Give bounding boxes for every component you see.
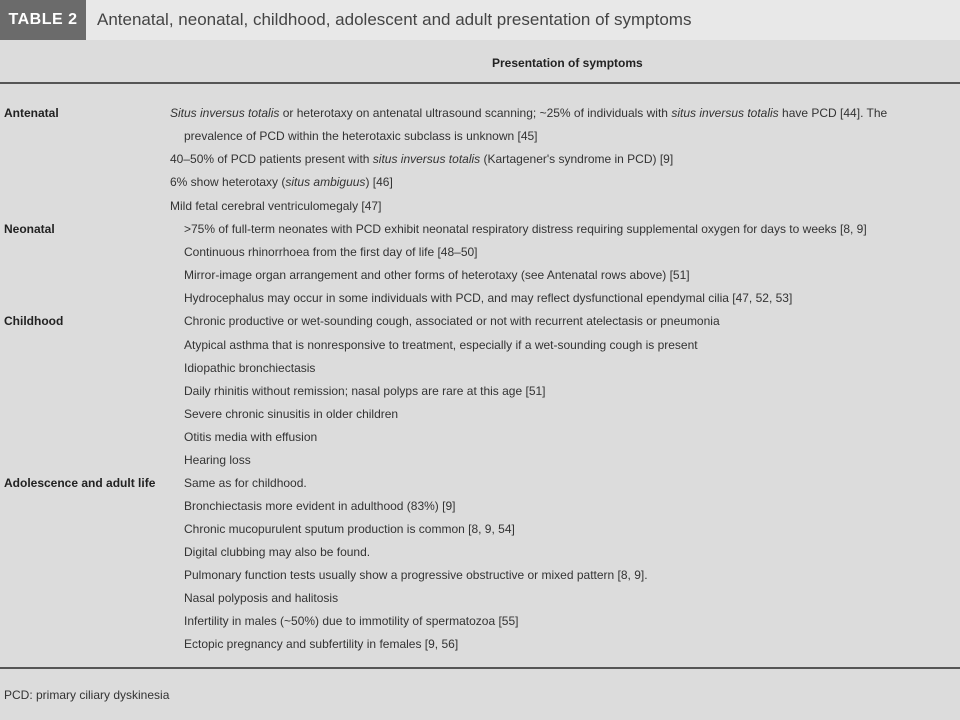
table-cell-antenatal-2: 40–50% of PCD patients present with situs inversus totalis (Kartagener's syndrome in PCD) [9] <box>170 152 674 166</box>
table-cell-childhood-2: Atypical asthma that is nonresponsive to treatment, especially if a wet-sounding cough is present <box>184 338 698 352</box>
table-cell-adult-3: Chronic mucopurulent sputum production is common [8, 9, 54] <box>184 522 515 536</box>
table-title: Antenatal, neonatal, childhood, adolescent and adult presentation of symptoms <box>97 10 692 29</box>
table-cell-neonatal-2: Continuous rhinorrhoea from the first day of life [48–50] <box>184 245 478 259</box>
header-divider <box>0 82 960 84</box>
section-label-antenatal: Antenatal <box>4 106 59 120</box>
table-cell-antenatal-1-cont: prevalence of PCD within the heterotaxic subclass is unknown [45] <box>184 129 538 143</box>
table-footnote: PCD: primary ciliary dyskinesia <box>4 688 170 702</box>
table-cell-adult-5: Pulmonary function tests usually show a progressive obstructive or mixed pattern [8, 9]. <box>184 568 648 582</box>
section-label-neonatal: Neonatal <box>4 222 55 236</box>
table-cell-adult-7: Infertility in males (~50%) due to immotility of spermatozoa [55] <box>184 614 519 628</box>
table-cell-adult-8: Ectopic pregnancy and subfertility in females [9, 56] <box>184 637 459 651</box>
column-header-presentation: Presentation of symptoms <box>492 56 643 70</box>
table-cell-antenatal-3: 6% show heterotaxy (situs ambiguus) [46] <box>170 175 393 189</box>
table-cell-childhood-5: Severe chronic sinusitis in older children <box>184 407 399 421</box>
footer-divider <box>0 667 960 669</box>
table-cell-adult-1: Same as for childhood. <box>184 476 307 490</box>
section-label-adolescence-adult: Adolescence and adult life <box>4 476 156 490</box>
table-cell-adult-6: Nasal polyposis and halitosis <box>184 591 339 605</box>
table-cell-childhood-1: Chronic productive or wet-sounding cough, associated or not with recurrent atelectasis or pneumonia <box>184 314 720 328</box>
table-cell-antenatal-1: Situs inversus totalis or heterotaxy on antenatal ultrasound scanning; ~25% of individuals with situs inversus totalis have PCD [44]. The <box>170 106 888 120</box>
table-cell-neonatal-3: Mirror-image organ arrangement and other forms of heterotaxy (see Antenatal rows above) [51] <box>184 268 690 282</box>
table-cell-childhood-4: Daily rhinitis without remission; nasal polyps are rare at this age [51] <box>184 384 546 398</box>
table-number-badge: TABLE 2 <box>0 0 86 40</box>
table-cell-childhood-3: Idiopathic bronchiectasis <box>184 361 316 375</box>
table-title-bar <box>0 0 960 40</box>
table-column-header-row <box>0 44 960 82</box>
table-cell-adult-4: Digital clubbing may also be found. <box>184 545 371 559</box>
section-label-childhood: Childhood <box>4 314 64 328</box>
table-cell-childhood-7: Hearing loss <box>184 453 251 467</box>
table-cell-neonatal-4: Hydrocephalus may occur in some individuals with PCD, and may reflect dysfunctional ependymal cilia [47, 52, 53] <box>184 291 793 305</box>
table-cell-antenatal-4: Mild fetal cerebral ventriculomegaly [47] <box>170 199 382 213</box>
table-cell-neonatal-1: >75% of full-term neonates with PCD exhibit neonatal respiratory distress requiring supplemental oxygen for days to weeks [8, 9] <box>184 222 867 236</box>
table-cell-adult-2: Bronchiectasis more evident in adulthood (83%) [9] <box>184 499 456 513</box>
table-cell-childhood-6: Otitis media with effusion <box>184 430 318 444</box>
